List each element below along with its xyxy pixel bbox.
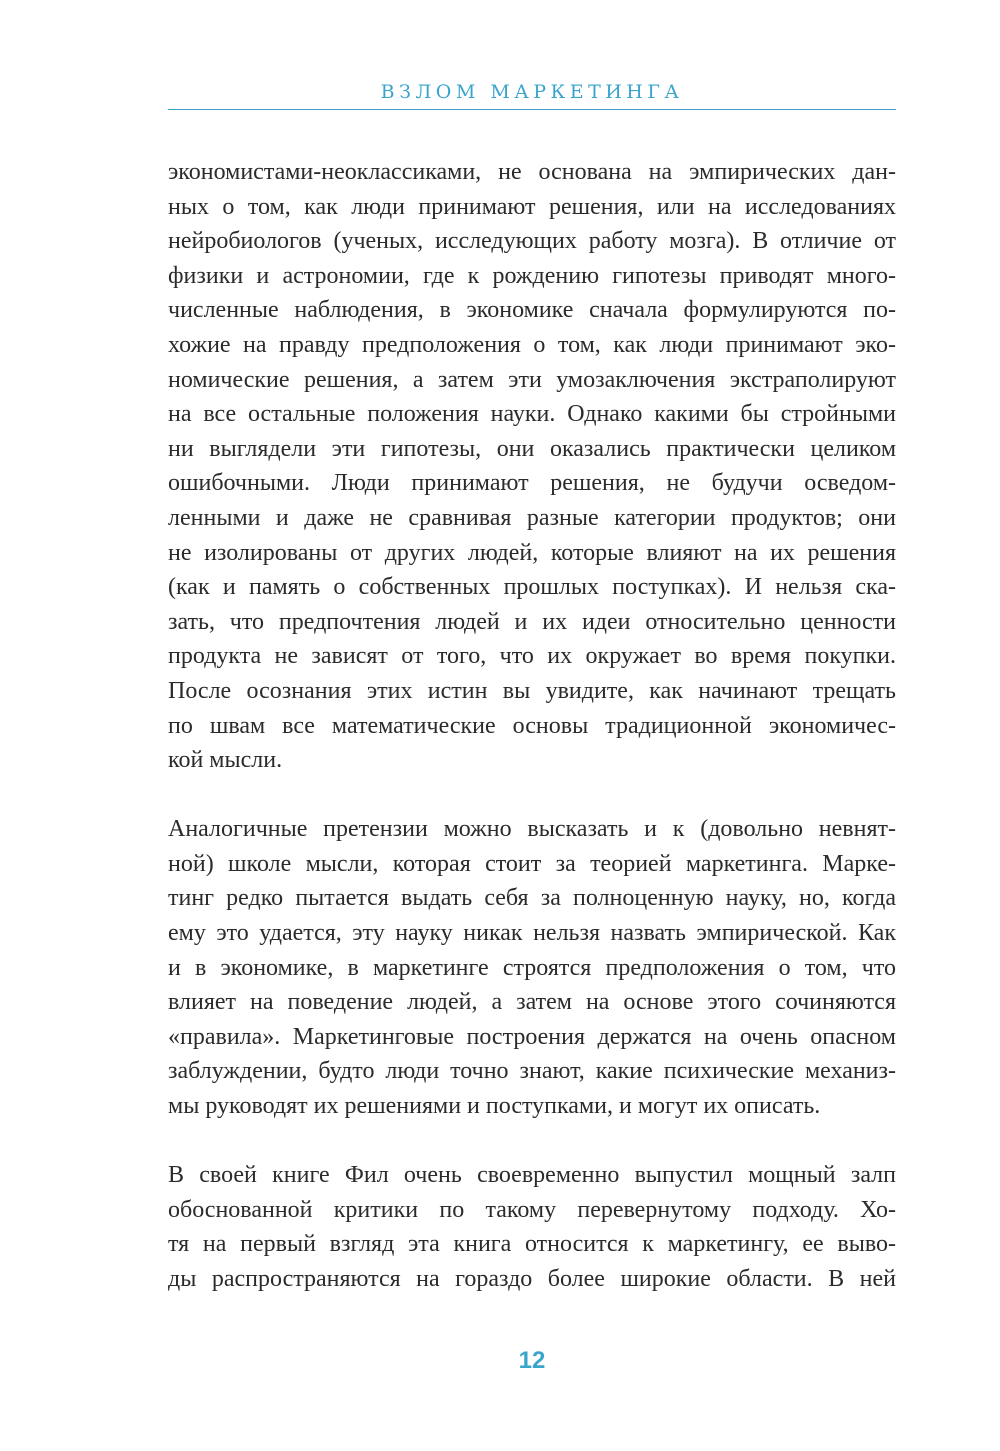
- text-line: тя на первый взгляд эта книга относится к маркетингу, ее выво-: [168, 1231, 896, 1258]
- text-line: ных о том, как люди принимают решения, или на исследованиях: [168, 193, 896, 220]
- text-line: ни выглядели эти гипотезы, они оказались практически целиком: [168, 435, 896, 462]
- text-line: численные наблюдения, в экономике сначала формулируются по-: [168, 297, 896, 324]
- text-line: по швам все математические основы традиционной экономичес-: [168, 712, 896, 739]
- paragraph-gap: [168, 778, 896, 813]
- text-line: нейробиологов (ученых, исследующих работу мозга). В отличие от: [168, 228, 896, 255]
- text-line: зать, что предпочтения людей и их идеи относительно ценности: [168, 608, 896, 635]
- text-line: ды распространяются на гораздо более широкие области. В ней: [168, 1266, 896, 1292]
- text-line: номические решения, а затем эти умозаключения экстраполируют: [168, 366, 896, 393]
- text-line: ленными и даже не сравнивая разные категории продуктов; они: [168, 504, 896, 531]
- paragraph-2: [168, 812, 896, 1123]
- text-line: экономистами-неоклассиками, не основана на эмпирических дан-: [168, 159, 896, 185]
- text-line: ему это удается, эту науку никак нельзя назвать эмпирической. Как: [168, 920, 896, 947]
- text-line: (как и память о собственных прошлых поступках). И нельзя ска-: [168, 574, 896, 601]
- text-line: обоснованной критики по такому перевернутому подходу. Хо-: [168, 1196, 896, 1223]
- text-line: на все остальные положения науки. Однако какими бы стройными: [168, 401, 896, 428]
- text-line: физики и астрономии, где к рождению гипотезы приводят много-: [168, 262, 896, 289]
- text-line: тинг редко пытается выдать себя за полноценную науку, но, когда: [168, 885, 896, 912]
- text-line: кой мысли.: [168, 747, 283, 774]
- paragraph-gap: [168, 1124, 896, 1159]
- text-line: После осознания этих истин вы увидите, как начинают трещать: [168, 677, 896, 704]
- text-line: продукта не зависят от того, что их окружает во время покупки.: [168, 643, 896, 670]
- text-line: В своей книге Фил очень своевременно выпустил мощный залп: [168, 1162, 896, 1189]
- text-line: Аналогичные претензии можно высказать и к (довольно невнят-: [168, 816, 896, 843]
- text-line: ошибочными. Люди принимают решения, не будучи осведом-: [168, 470, 896, 497]
- body-text: [168, 155, 896, 1297]
- header-rule: [168, 109, 896, 110]
- paragraph-3: [168, 1158, 896, 1296]
- text-line: мы руководят их решениями и поступками, и могут их описать.: [168, 1093, 821, 1120]
- page-number: 12: [518, 1347, 546, 1374]
- text-line: заблуждении, будто люди точно знают, какие психические механиз-: [168, 1058, 896, 1085]
- text-line: хожие на правду предположения о том, как люди принимают эко-: [168, 331, 896, 358]
- text-line: и в экономике, в маркетинге строятся предположения о том, что: [168, 954, 896, 981]
- running-title: ВЗЛОМ МАРКЕТИНГА: [380, 81, 684, 103]
- text-line: «правила». Маркетинговые построения держатся на очень опасном: [168, 1023, 896, 1050]
- paragraph-1: [168, 155, 896, 778]
- text-line: ной) школе мысли, которая стоит за теорией маркетинга. Марке-: [168, 850, 896, 877]
- text-line: не изолированы от других людей, которые влияют на их решения: [168, 539, 896, 566]
- text-line: влияет на поведение людей, а затем на основе этого сочиняются: [168, 989, 896, 1016]
